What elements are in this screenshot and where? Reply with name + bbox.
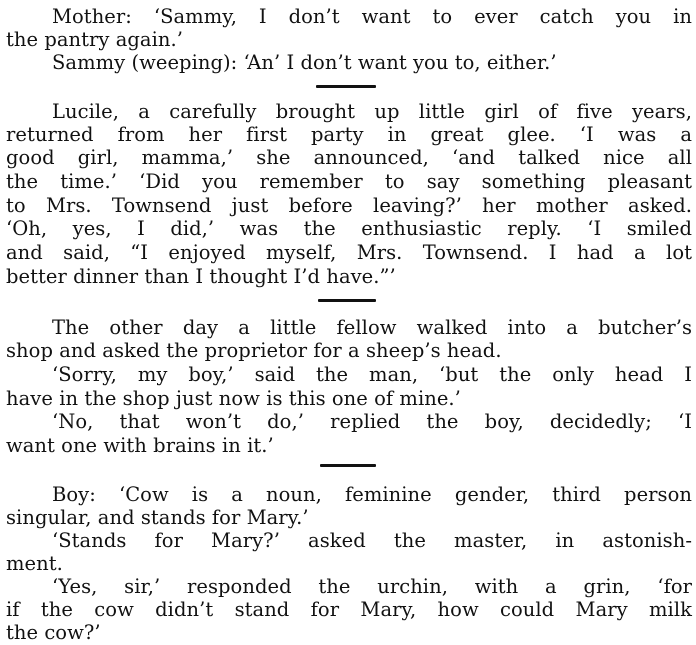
text-line: Mother: ‘Sammy, I don’t want to ever catch you in [52, 5, 692, 28]
text-line: ‘Oh, yes, I did,’ was the enthusiastic reply. ‘I smiled [6, 217, 692, 240]
text-line: The other day a little fellow walked into a butcher’s [52, 316, 692, 339]
text-line: ‘Stands for Mary?’ asked the master, in astonish- [52, 529, 692, 552]
text-line: Sammy (weeping): ‘An’ I don’t want you to, either.’ [52, 51, 557, 74]
text-line: have in the shop just now is this one of mine.’ [6, 387, 461, 410]
section-divider [316, 85, 376, 88]
text-line: good girl, mamma,’ she announced, ‘and talked nice all [6, 146, 692, 169]
text-line: the time.’ ‘Did you remember to say something pleasant [6, 170, 692, 193]
text-line: if the cow didn’t stand for Mary, how could Mary milk [6, 598, 692, 621]
text-line: want one with brains in it.’ [6, 434, 274, 457]
text-line: ‘Yes, sir,’ responded the urchin, with a grin, ‘for [52, 575, 692, 598]
text-line: and said, “I enjoyed myself, Mrs. Townsend. I had a lot [6, 241, 692, 264]
text-line: ‘Sorry, my boy,’ said the man, ‘but the only head I [52, 363, 692, 386]
section-divider [320, 464, 376, 467]
text-line: the cow?’ [6, 621, 101, 644]
text-line: ment. [6, 552, 63, 575]
text-line: better dinner than I thought I’d have.”’ [6, 265, 396, 288]
text-line: singular, and stands for Mary.’ [6, 506, 309, 529]
text-line: shop and asked the proprietor for a sheep’s head. [6, 339, 502, 362]
text-line: ‘No, that won’t do,’ replied the boy, decidedly; ‘I [52, 410, 692, 433]
text-line: the pantry again.’ [6, 28, 183, 51]
text-line: Boy: ‘Cow is a noun, feminine gender, third person [52, 483, 692, 506]
section-divider [318, 299, 376, 302]
text-line: Lucile, a carefully brought up little girl of five years, [52, 100, 692, 123]
text-line: returned from her first party in great glee. ‘I was a [6, 123, 692, 146]
text-line: to Mrs. Townsend just before leaving?’ her mother asked. [6, 194, 692, 217]
